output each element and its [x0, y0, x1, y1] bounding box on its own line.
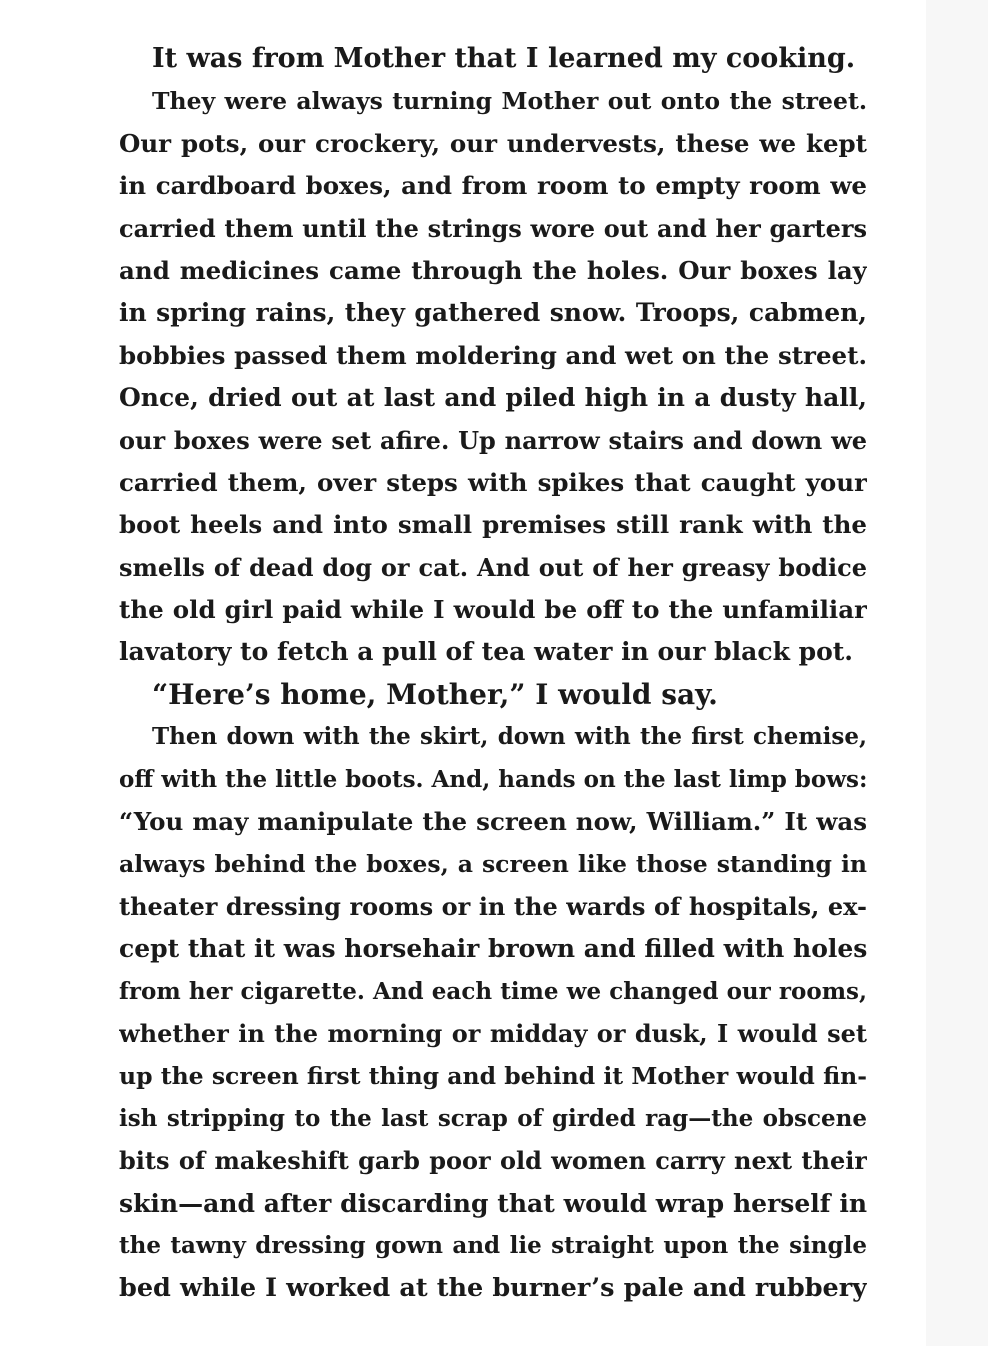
- page-edge-shade: [926, 0, 988, 1346]
- text-line: cept that it was horsehair brown and filled with holes: [119, 934, 867, 964]
- text-line: bed while I worked at the burner’s pale and rubbery: [119, 1273, 867, 1304]
- text-line: from her cigarette. And each time we changed our rooms,: [119, 977, 867, 1005]
- text-line: in cardboard boxes, and from room to empty room we: [119, 171, 867, 201]
- text-line: bobbies passed them moldering and wet on the street.: [119, 340, 867, 370]
- text-line: Then down with the skirt, down with the first chemise,: [152, 723, 867, 751]
- text-line: smells of dead dog or cat. And out of her greasy bodice: [119, 552, 867, 582]
- text-line: bits of makeshift garb poor old women carry next their: [119, 1146, 867, 1176]
- text-line: carried them until the strings wore out and her garters: [119, 213, 867, 243]
- text-line: always behind the boxes, a screen like those standing in: [119, 850, 867, 879]
- text-line: Once, dried out at last and piled high in a dusty hall,: [119, 383, 867, 413]
- text-line: whether in the morning or midday or dusk, I would set: [119, 1018, 867, 1048]
- text-line: “Here’s home, Mother,” I would say.: [152, 677, 718, 711]
- text-line: off with the little boots. And, hands on the last limp bows:: [119, 765, 867, 793]
- text-line: carried them, over steps with spikes that caught your: [119, 467, 867, 497]
- text-line: up the screen first thing and behind it Mother would fin-: [119, 1062, 867, 1091]
- text-line: in spring rains, they gathered snow. Troops, cabmen,: [119, 298, 867, 328]
- text-line: theater dressing rooms or in the wards of hospitals, ex-: [119, 891, 867, 921]
- text-line: “You may manipulate the screen now, William.” It was: [119, 807, 867, 837]
- book-page-text: [119, 38, 867, 1310]
- text-line: skin—and after discarding that would wrap herself in: [119, 1188, 867, 1218]
- text-line: ish stripping to the last scrap of girded rag—the obscene: [119, 1104, 867, 1132]
- text-line: the tawny dressing gown and lie straight upon the single: [119, 1231, 867, 1259]
- text-line: Our pots, our crockery, our undervests, these we kept: [119, 128, 867, 158]
- text-line: They were always turning Mother out onto the street.: [152, 87, 867, 116]
- text-line: boot heels and into small premises still rank with the: [119, 510, 867, 540]
- text-line: It was from Mother that I learned my cooking.: [152, 43, 856, 74]
- text-line: the old girl paid while I would be off to the unfamiliar: [119, 595, 867, 625]
- text-line: lavatory to fetch a pull of tea water in our black pot.: [119, 637, 854, 667]
- text-line: our boxes were set afire. Up narrow stairs and down we: [119, 425, 867, 455]
- text-line: and medicines came through the holes. Our boxes lay: [119, 255, 867, 285]
